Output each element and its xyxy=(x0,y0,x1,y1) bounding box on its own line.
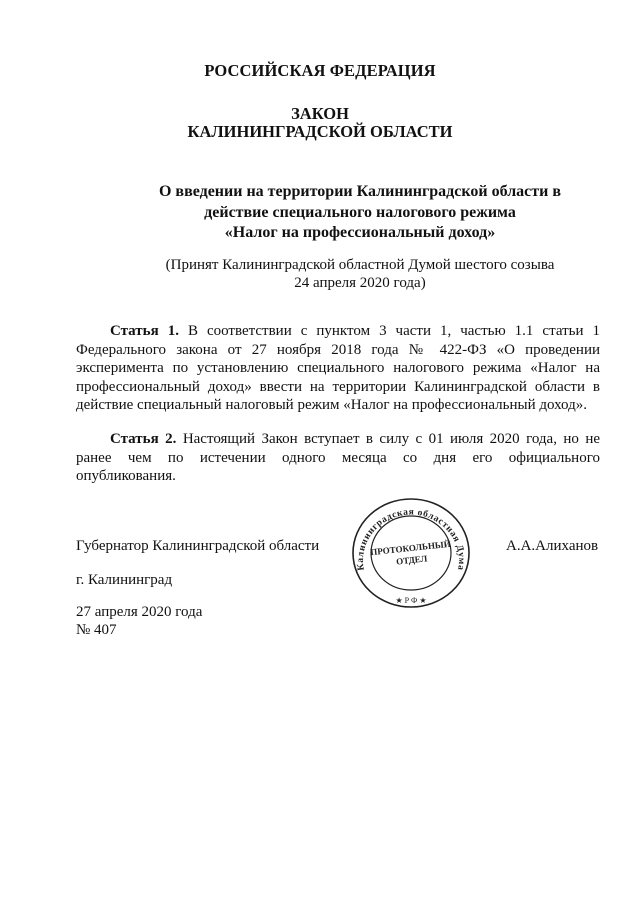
adoption-note-line-2: 24 апреля 2020 года) xyxy=(294,275,426,291)
article-1 xyxy=(76,322,600,415)
stamp-inner-line-1: ПРОТОКОЛЬНЫЙ xyxy=(369,538,452,558)
article-1-line-1: Статья 1. В соответствии с пунктом 3 части 1, частью 1.1 статьи 1 xyxy=(110,323,601,339)
article-2-line-2: ранее чем по истечении одного месяца со дня его официального xyxy=(76,449,600,466)
stamp-outer-text: Калининградская областная Дума xyxy=(355,507,467,572)
signatory-name: А.А.Алиханов xyxy=(506,538,599,554)
region-heading: КАЛИНИНГРАДСКОЙ ОБЛАСТИ xyxy=(187,122,453,141)
article-1-line-3: эксперимента по установлению специального налогового режима «Налог на xyxy=(76,360,600,376)
official-stamp xyxy=(348,495,474,613)
law-title-line-3: «Налог на профессиональный доход» xyxy=(224,224,496,241)
law-heading: ЗАКОН xyxy=(291,104,349,123)
law-title-line-2: действие специального налогового режима xyxy=(204,204,516,221)
article-1-label: Статья 1. xyxy=(110,323,179,339)
article-1-line-5: действие специальный налоговый режим «Налог на профессиональный доход». xyxy=(76,397,587,413)
article-1-line-4: профессиональный доход» ввести на территории Калининградской области в xyxy=(76,378,600,395)
article-2-line-1: Статья 2. Настоящий Закон вступает в силу с 01 июля 2020 года, но не xyxy=(110,431,600,447)
law-number: № 407 xyxy=(76,622,117,638)
adoption-note-line-1: (Принят Калининградской областной Думой шестого созыва xyxy=(165,257,555,273)
article-2-line-3: опубликования. xyxy=(76,468,176,484)
signing-date: 27 апреля 2020 года xyxy=(76,604,203,620)
article-2-label: Статья 2. xyxy=(110,431,177,447)
article-1-line-2: Федерального закона от 27 ноября 2018 года № 422-ФЗ «О проведении xyxy=(76,341,600,358)
stamp-bottom-text: ★ Р Ф ★ xyxy=(395,596,427,605)
article-2 xyxy=(76,430,600,486)
stamp-inner-line-2: ОТДЕЛ xyxy=(395,553,428,567)
signing-city: г. Калининград xyxy=(76,572,173,588)
signatory-position: Губернатор Калининградской области xyxy=(76,538,320,554)
law-title-line-1: О введении на территории Калининградской области в xyxy=(158,183,561,200)
federation-heading: РОССИЙСКАЯ ФЕДЕРАЦИЯ xyxy=(204,61,436,80)
